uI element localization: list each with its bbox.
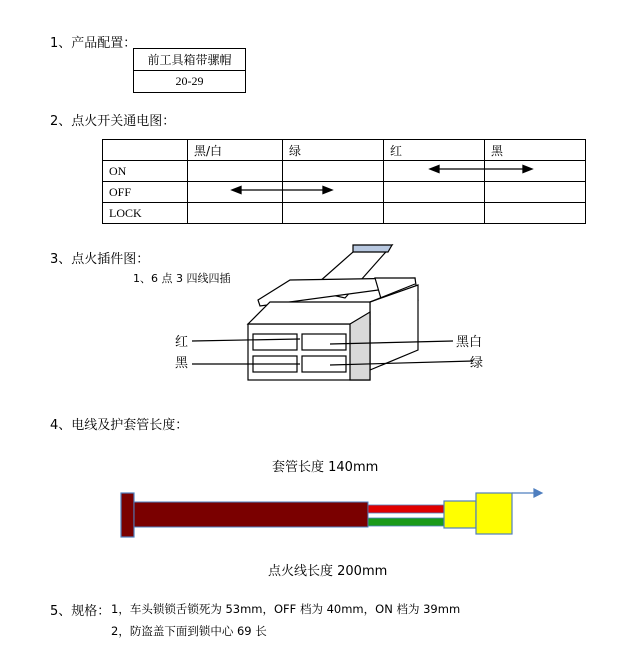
section-2-heading: 2、点火开关通电图： (50, 114, 176, 129)
switch-row-off: OFF (103, 182, 188, 203)
sleeve-tube (134, 502, 368, 527)
label-green: 绿 (470, 356, 484, 371)
section-1-heading: 1、产品配置： (50, 36, 137, 51)
label-black: 黑 (175, 356, 189, 371)
terminal-small (444, 501, 476, 528)
label-red: 红 (175, 335, 189, 350)
on-connection-arrow (430, 166, 532, 173)
switch-row-lock: LOCK (103, 203, 188, 224)
section-3-heading: 3、点火插件图： (50, 252, 150, 267)
cavity-black-white (302, 334, 346, 350)
switch-row-on: ON (103, 161, 188, 182)
terminal-large (476, 493, 512, 534)
wire-direction-arrow (512, 489, 542, 497)
section-4-heading: 4、电线及护套管长度： (50, 418, 189, 433)
spec-line-1: 1，车头锁锁舌锁死为 53mm，OFF 档为 40mm，ON 档为 39mm (111, 602, 461, 616)
config-value: 20-29 (134, 71, 246, 93)
switch-col-black-white: 黑/白 (188, 140, 283, 161)
spec-line-2: 2，防盗盖下面到锁中心 69 长 (111, 624, 267, 638)
off-connection-arrow (232, 187, 332, 194)
wire-end-cap (121, 493, 134, 537)
connector-caption: 1、6 点 3 四线四插 (133, 272, 231, 285)
connector-drawing (160, 240, 520, 390)
green-wire (368, 518, 444, 526)
switch-col-green: 绿 (283, 140, 384, 161)
sleeve-length-label: 套管长度 140mm (272, 460, 379, 475)
wire-length-label: 点火线长度 200mm (268, 564, 388, 579)
switch-col-black: 黑 (485, 140, 586, 161)
section-5-heading: 5、规格： (50, 604, 111, 619)
label-black-white: 黑白 (456, 335, 483, 350)
config-header: 前工具箱带骡帽 (134, 49, 246, 71)
switch-col-red: 红 (384, 140, 485, 161)
switch-connection-arrows (0, 0, 643, 240)
wire-assembly-drawing (110, 484, 550, 544)
red-wire (368, 505, 444, 513)
cavity-green (302, 356, 346, 372)
cavity-red (253, 334, 297, 350)
